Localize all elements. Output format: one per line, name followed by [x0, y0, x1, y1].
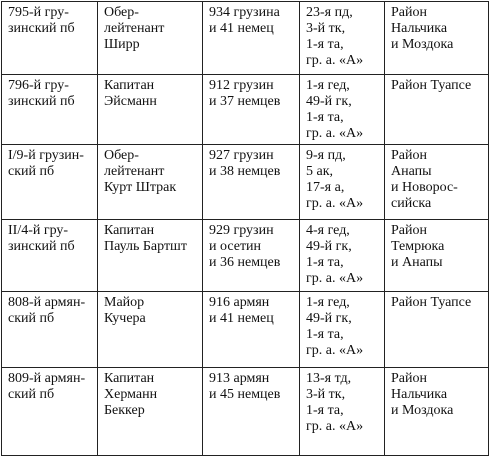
area-cell: Район Анапы и Новорос- сийска: [385, 145, 489, 220]
commander-cell: Майор Кучера: [98, 292, 203, 368]
battalion-cell: 808-й армян- ский пб: [2, 292, 98, 368]
strength-cell: 913 армян и 45 немцев: [203, 368, 300, 456]
commander-cell: Обер- лейтенант Курт Штрак: [98, 145, 203, 220]
commander-cell: Обер- лейтенант Ширр: [98, 2, 203, 75]
table-row: [2, 75, 489, 145]
commander-cell: Капитан Херманн Беккер: [98, 368, 203, 456]
area-cell: Район Нальчика и Моздока: [385, 2, 489, 75]
subordination-cell: 13-я тд, 3-й тк, 1-я та, гр. а. «А»: [300, 368, 385, 456]
subordination-cell: 4-я гед, 49-й гк, 1-я та, гр. а. «А»: [300, 220, 385, 292]
table-row: [2, 292, 489, 368]
commander-cell: Капитан Пауль Бартшт: [98, 220, 203, 292]
strength-cell: 934 грузина и 41 немец: [203, 2, 300, 75]
area-cell: Район Туапсе: [385, 292, 489, 368]
battalion-cell: II/4-й гру- зинский пб: [2, 220, 98, 292]
table-row: [2, 368, 489, 456]
battalion-table: [1, 1, 489, 456]
subordination-cell: 9-я пд, 5 ак, 17-я а, гр. а. «А»: [300, 145, 385, 220]
strength-cell: 916 армян и 41 немец: [203, 292, 300, 368]
battalion-cell: 795-й гру- зинский пб: [2, 2, 98, 75]
subordination-cell: 1-я гед, 49-й гк, 1-я та, гр. а. «А»: [300, 292, 385, 368]
subordination-cell: 1-я гед, 49-й гк, 1-я та, гр. а. «А»: [300, 75, 385, 145]
subordination-cell: 23-я пд, 3-й тк, 1-я та, гр. а. «А»: [300, 2, 385, 75]
strength-cell: 929 грузин и осетин и 36 немцев: [203, 220, 300, 292]
table-row: [2, 145, 489, 220]
area-cell: Район Туапсе: [385, 75, 489, 145]
area-cell: Район Нальчика и Моздока: [385, 368, 489, 456]
table-row: [2, 2, 489, 75]
battalion-cell: 809-й армян- ский пб: [2, 368, 98, 456]
table-row: [2, 220, 489, 292]
battalion-cell: 796-й гру- зинский пб: [2, 75, 98, 145]
battalion-cell: I/9-й грузин- ский пб: [2, 145, 98, 220]
area-cell: Район Темрюка и Анапы: [385, 220, 489, 292]
commander-cell: Капитан Эйсманн: [98, 75, 203, 145]
strength-cell: 927 грузин и 38 немцев: [203, 145, 300, 220]
strength-cell: 912 грузин и 37 немцев: [203, 75, 300, 145]
